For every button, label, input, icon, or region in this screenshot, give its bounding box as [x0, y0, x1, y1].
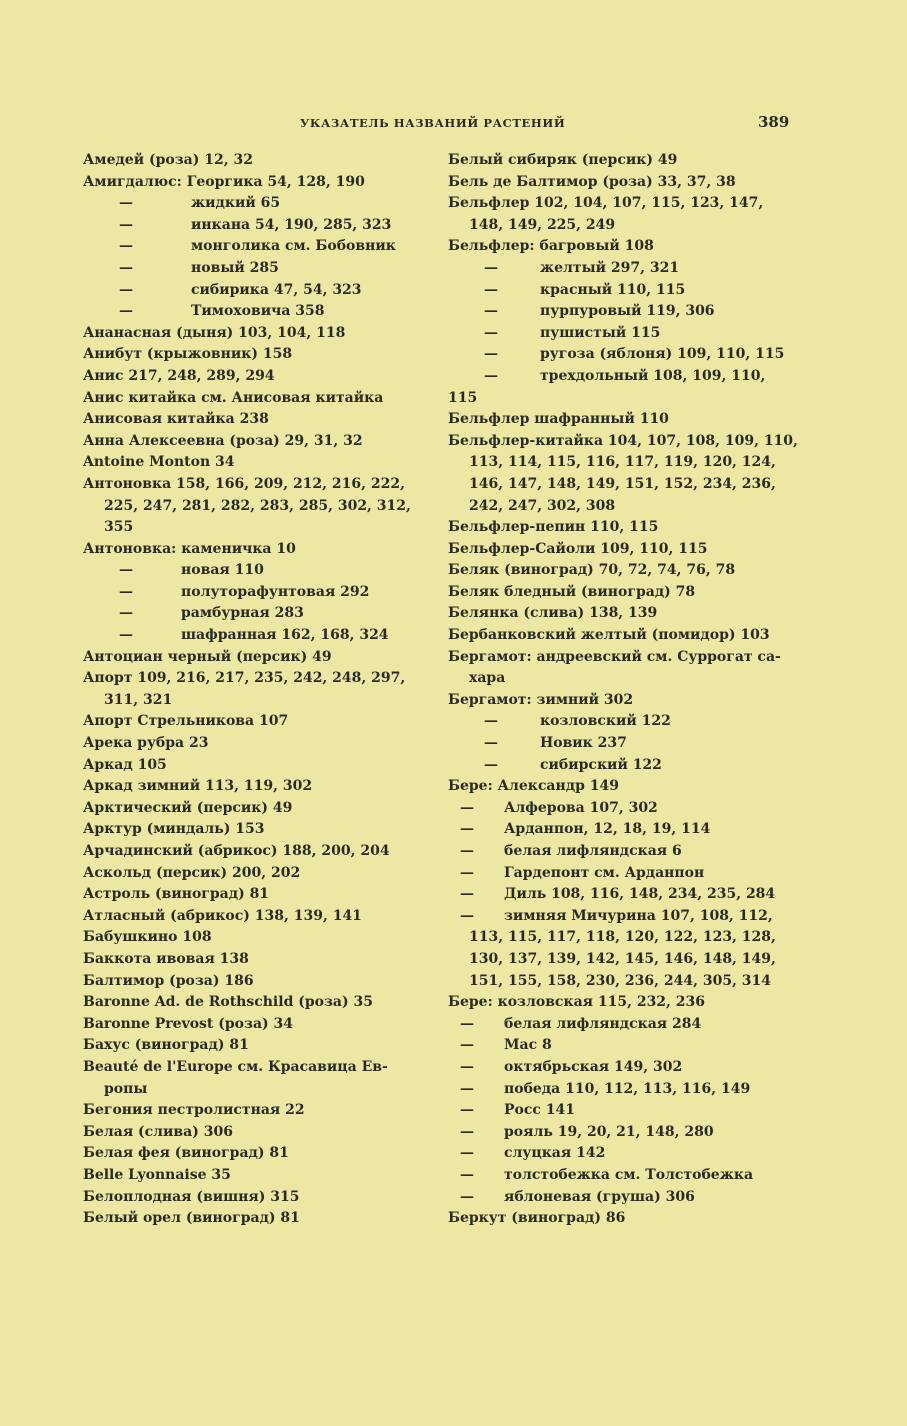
index-entry: Baronne Prevost (роза) 34 [83, 1015, 293, 1032]
index-entry: Анна Алексеевна (роза) 29, 31, 32 [83, 432, 363, 449]
index-entry: Бахус (виноград) 81 [83, 1037, 249, 1054]
index-entry-continuation: 242, 247, 302, 308 [469, 497, 616, 514]
index-subentry: — козловский 122 [484, 713, 671, 730]
index-entry-continuation: 148, 149, 225, 249 [469, 216, 616, 233]
index-subentry: — новый 285 [119, 259, 279, 276]
index-subentry: — красный 110, 115 [484, 281, 686, 298]
index-subentry: — сибирика 47, 54, 323 [119, 281, 362, 298]
index-entry: Бере: Александр 149 [448, 778, 619, 795]
index-entry: Беркут (виноград) 86 [448, 1210, 626, 1227]
index-entry: Баккота ивовая 138 [83, 950, 249, 967]
index-entry: Анибут (крыжовник) 158 [83, 346, 293, 363]
index-subentry: — ругоза (яблоня) 109, 110, 115 [484, 346, 785, 363]
index-entry: Бере: козловская 115, 232, 236 [448, 994, 706, 1011]
index-entry-continuation: хара [469, 670, 506, 687]
index-entry-continuation: ропы [104, 1080, 148, 1097]
index-subentry: — рамбурная 283 [119, 605, 304, 622]
index-entry: Бельфлер шафранный 110 [448, 411, 669, 428]
index-entry: Апорт Стрельникова 107 [83, 713, 289, 730]
index-entry: Аркад 105 [83, 756, 167, 773]
index-entry: Белая (слива) 306 [83, 1123, 233, 1140]
index-entry: Бельфлер 102, 104, 107, 115, 123, 147, [448, 195, 764, 212]
index-entry: Беляк (виноград) 70, 72, 74, 76, 78 [448, 562, 736, 579]
index-subentry: — монголика см. Бобовник [119, 238, 396, 255]
index-entry: Белый сибиряк (персик) 49 [448, 152, 678, 168]
index-entry-continuation: 130, 137, 139, 142, 145, 146, 148, 149, [469, 950, 776, 967]
index-entry: Аскольд (персик) 200, 202 [83, 864, 301, 881]
index-subentry: — толстобежка см. Толстобежка [460, 1166, 754, 1183]
index-entry: Бельфлер-китайка 104, 107, 108, 109, 110, [448, 432, 798, 449]
index-entry: Анис китайка см. Анисовая китайка [83, 389, 384, 406]
index-column-left [83, 150, 433, 1230]
index-entry: Балтимор (роза) 186 [83, 972, 254, 989]
index-subentry: — Мас 8 [460, 1037, 552, 1054]
index-entry: Beauté de l'Europe см. Красавица Ев- [83, 1058, 388, 1075]
index-entry: Бербанковский желтый (помидор) 103 [448, 627, 770, 644]
index-subentry: — трехдольный 108, 109, 110, [484, 367, 766, 384]
index-entry: Ананасная (дыня) 103, 104, 118 [83, 324, 346, 341]
page-header [0, 114, 907, 134]
index-subentry: — Тимоховича 358 [119, 303, 325, 320]
index-subentry: — Новик 237 [484, 735, 627, 752]
index-entry-continuation: 151, 155, 158, 230, 236, 244, 305, 314 [469, 972, 772, 989]
index-entry: Белый орел (виноград) 81 [83, 1210, 300, 1227]
index-entry: Анисовая китайка 238 [83, 411, 269, 428]
index-subentry: — пушистый 115 [484, 324, 661, 341]
running-title: УКАЗАТЕЛЬ НАЗВАНИЙ РАСТЕНИЙ [300, 116, 566, 130]
index-entry-continuation: 225, 247, 281, 282, 283, 285, 302, 312, [104, 497, 411, 514]
index-entry: Бельфлер-Сайоли 109, 110, 115 [448, 540, 708, 557]
index-subentry: — пурпуровый 119, 306 [484, 303, 715, 320]
index-entry: Бергамот: андреевский см. Суррогат са- [448, 648, 781, 665]
index-subentry: — желтый 297, 321 [484, 259, 680, 276]
index-subentry: — новая 110 [119, 562, 264, 579]
index-entry: Арчадинский (абрикос) 188, 200, 204 [83, 843, 390, 859]
index-entry: Астроль (виноград) 81 [83, 886, 270, 903]
index-entry: Атласный (абрикос) 138, 139, 141 [83, 907, 362, 924]
index-entry: Бельфлер: багровый 108 [448, 238, 654, 255]
index-entry: Белоплодная (вишня) 315 [83, 1188, 300, 1205]
index-entry: Амигдалюс: Георгика 54, 128, 190 [83, 173, 365, 190]
index-entry-continuation: 113, 114, 115, 116, 117, 119, 120, 124, [469, 454, 776, 471]
index-entry: Анис 217, 248, 289, 294 [83, 367, 275, 384]
index-entry: Белянка (слива) 138, 139 [448, 605, 658, 622]
index-subentry: — жидкий 65 [119, 195, 281, 212]
index-entry: Бабушкино 108 [83, 929, 212, 946]
index-entry: Белая фея (виноград) 81 [83, 1145, 289, 1162]
index-entry: Арктур (миндаль) 153 [83, 821, 265, 838]
index-entry: Бегония пестролистная 22 [83, 1102, 305, 1119]
index-subentry: — Росс 141 [460, 1102, 576, 1119]
index-subentry: — шафранная 162, 168, 324 [119, 627, 389, 644]
index-subentry: — Алферова 107, 302 [460, 799, 658, 816]
index-entry: Апорт 109, 216, 217, 235, 242, 248, 297, [83, 670, 406, 687]
index-subentry: — инкана 54, 190, 285, 323 [119, 216, 392, 233]
index-subentry: — Диль 108, 116, 148, 234, 235, 284 [460, 886, 776, 903]
index-subentry: — зимняя Мичурина 107, 108, 112, [460, 907, 773, 924]
index-entry-continuation: 113, 115, 117, 118, 120, 122, 123, 128, [469, 929, 776, 946]
index-entry: Baronne Ad. de Rothschild (роза) 35 [83, 994, 373, 1011]
index-entry: Antoine Monton 34 [83, 454, 235, 471]
index-entry: Аркад зимний 113, 119, 302 [83, 778, 313, 795]
index-entry: Антоновка: каменичка 10 [83, 540, 296, 557]
index-entry: Арктический (персик) 49 [83, 799, 293, 816]
index-subentry: — слуцкая 142 [460, 1145, 606, 1162]
index-subentry: — белая лифляндская 6 [460, 843, 682, 859]
index-entry: Беляк бледный (виноград) 78 [448, 583, 696, 600]
index-subentry: — октябрьская 149, 302 [460, 1058, 683, 1075]
page-number: 389 [758, 113, 790, 131]
index-entry: Амедей (роза) 12, 32 [83, 152, 253, 168]
index-column-right [448, 150, 798, 1230]
index-entry: Антоновка 158, 166, 209, 212, 216, 222, [83, 475, 405, 492]
index-entry: Арека рубра 23 [83, 735, 209, 752]
index-entry: Бель де Балтимор (роза) 33, 37, 38 [448, 173, 736, 190]
index-entry-continuation: 355 [104, 519, 134, 536]
index-subentry: — белая лифляндская 284 [460, 1015, 702, 1032]
index-subentry: — рояль 19, 20, 21, 148, 280 [460, 1123, 714, 1140]
index-entry-continuation: 146, 147, 148, 149, 151, 152, 234, 236, [469, 475, 776, 492]
index-entry: Бельфлер-пепин 110, 115 [448, 519, 659, 536]
index-entry: Антоциан черный (персик) 49 [83, 648, 332, 665]
index-entry: Belle Lyonnaise 35 [83, 1166, 231, 1183]
index-subentry: — Гардепонт см. Арданпон [460, 864, 705, 881]
index-entry-continuation: 115 [448, 389, 478, 406]
index-subentry: — сибирский 122 [484, 756, 662, 773]
index-entry: Бергамот: зимний 302 [448, 691, 634, 708]
index-subentry: — полуторафунтовая 292 [119, 583, 370, 600]
index-subentry: — победа 110, 112, 113, 116, 149 [460, 1080, 751, 1097]
index-subentry: — Арданпон, 12, 18, 19, 114 [460, 821, 711, 838]
index-subentry: — яблоневая (груша) 306 [460, 1188, 695, 1205]
index-entry-continuation: 311, 321 [104, 691, 173, 708]
